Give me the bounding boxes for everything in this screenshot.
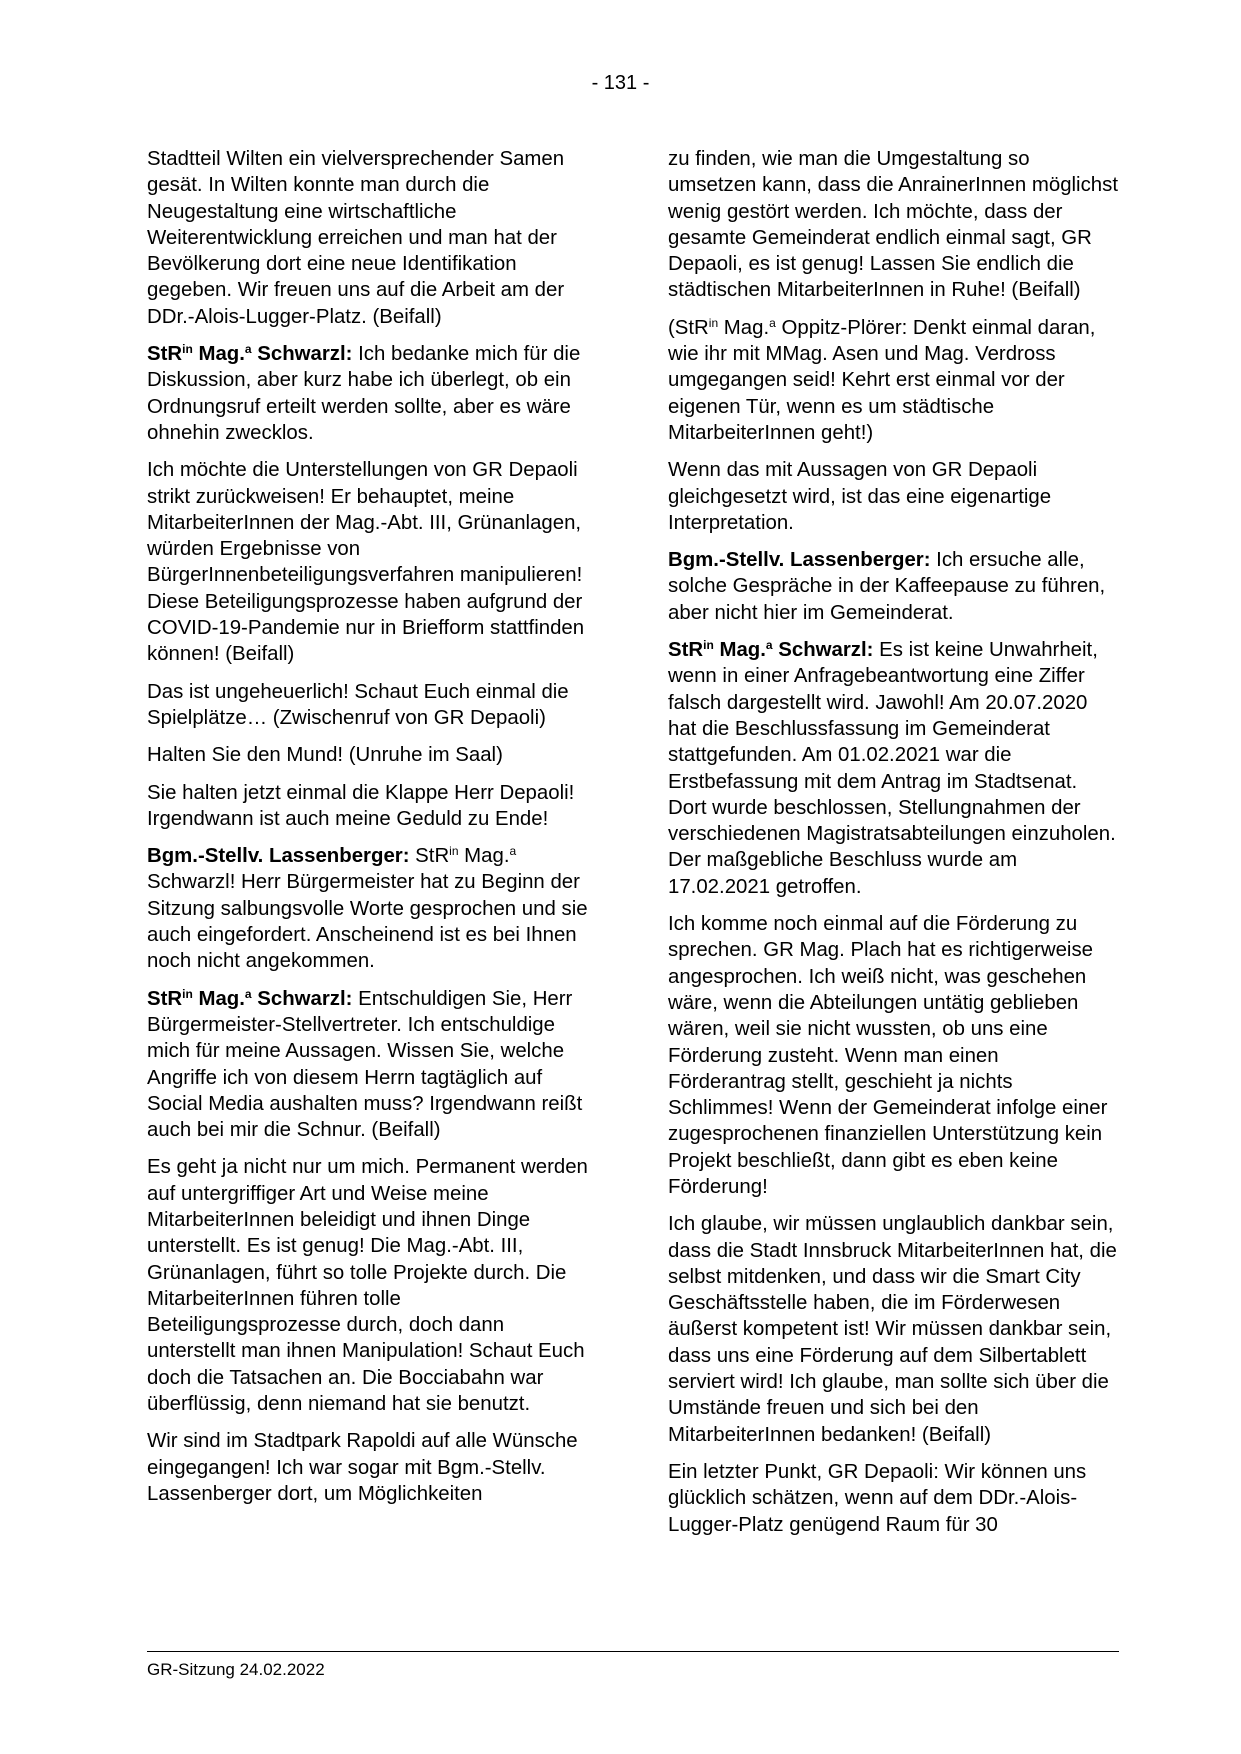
page-number: - 131 - — [591, 72, 650, 94]
speech-paragraph — [147, 986, 597, 1144]
footer-session-date: GR-Sitzung 24.02.2022 — [147, 1660, 325, 1679]
paragraph: Stadtteil Wilten ein vielversprechender Samen gesät. In Wilten konnte man durch die Neugestaltung eine wirtschaftliche Weiterentwicklung erreichen und man hat der Bevölkerung dort eine neue Identifikation gegeben. Wir freuen uns auf die Arbeit am der DDr.-Alois-Lugger-Platz. (Beifall) — [147, 148, 565, 328]
paragraph: Ich glaube, wir müssen unglaublich dankbar sein, dass die Stadt Innsbruck MitarbeiterInnen hat, die selbst mitdenken, und dass wir die Smart City Geschäftsstelle haben, die im Förderwesen äußerst kompetent ist! Wir müssen dankbar sein, dass uns eine Förderung auf dem Silbertablett serviert wird! Ich glaube, man sollte sich über die Umstände freuen und sich bei den MitarbeiterInnen bedanken! (Beifall) — [668, 1213, 1117, 1446]
paragraph: Halten Sie den Mund! (Unruhe im Saal) — [147, 744, 503, 767]
paragraph: Ein letzter Punkt, GR Depaoli: Wir können uns glücklich schätzen, wenn auf dem DDr.-Alois-Lugger-Platz genügend Raum für 30 — [668, 1460, 1087, 1536]
paragraph: Wenn das mit Aussagen von GR Depaoli gleichgesetzt wird, ist das eine eigenartige Interpretation. — [668, 459, 1052, 534]
speech-text: Es ist keine Unwahrheit, wenn in einer Anfragebeantwortung eine Ziffer falsch dargestellt wird. Jawohl! Am 20.07.2020 hat die Beschlussfassung im Gemeinderat stattgefunden. Am 01.02.2021 war die Erstbefassung mit dem Antrag im Stadtsenat. Dort wurde beschlossen, Stellungnahmen der verschiedenen Magistratsabteilungen einzuholen. Der maßgebliche Beschluss wurde am 17.02.2021 getroffen. — [668, 639, 1116, 898]
speech-text: Ich bedanke mich für die Diskussion, aber kurz habe ich überlegt, ob ein Ordnungsruf erteilt werden sollte, aber es wäre ohnehin zwecklos. — [147, 343, 581, 444]
speaker-label: StR$^{in}$ Mag.$^a$ Schwarzl: — [147, 986, 353, 1010]
speech-paragraph — [147, 341, 597, 446]
speech-paragraph — [668, 637, 1118, 900]
paragraph: Es geht ja nicht nur um mich. Permanent werden auf untergriffiger Art und Weise meine MitarbeiterInnen beleidigt und ihnen Dinge unterstellt. Es ist genug! Die Mag.-Abt. III, Grünanlagen, führt so tolle Projekte durch. Die MitarbeiterInnen führen tolle Beteiligungsprozesse durch, doch dann unterstellt man ihnen Manipulation! Schaut Euch doch die Tatsachen an. Die Bocciabahn war überflüssig, denn niemand hat sie benutzt. — [147, 1156, 588, 1416]
speaker-label: StR$^{in}$ Mag.$^a$ Schwarzl: — [668, 638, 874, 662]
paragraph: Ich komme noch einmal auf die Förderung zu sprechen. GR Mag. Plach hat es richtigerweise angesprochen. Ich weiß nicht, was geschehen wäre, wenn die Abteilungen untätig geblieben wären, weil sie nicht wussten, ob uns eine Förderung zusteht. Wenn man einen Förderantrag stellt, geschieht ja nichts Schlimmes! Wenn der Gemeinderat infolge einer zugesprochenen finanziellen Unterstützung kein Projekt beschließt, dann gibt es eben keine Förderung! — [668, 913, 1108, 1198]
speech-paragraph — [668, 547, 1118, 626]
paragraph: Das ist ungeheuerlich! Schaut Euch einmal die Spielplätze… (Zwischenruf von GR Depaoli) — [147, 680, 569, 729]
paragraph: Sie halten jetzt einmal die Klappe Herr Depaoli! Irgendwann ist auch meine Geduld zu Ende! — [147, 781, 575, 830]
paragraph: Ich möchte die Unterstellungen von GR Depaoli strikt zurückweisen! Er behauptet, meine MitarbeiterInnen der Mag.-Abt. III, Grünanlagen, würden Ergebnisse von BürgerInnenbeteiligungsverfahren manipulieren! Diese Beteiligungsprozesse haben aufgrund der COVID-19-Pandemie nur in Briefform stattfinden können! (Beifall) — [147, 459, 585, 666]
paragraph: Wir sind im Stadtpark Rapoldi auf alle Wünsche eingegangen! Ich war sogar mit Bgm.-Stellv. Lassenberger dort, um Möglichkeiten — [147, 1430, 578, 1505]
speaker-label: Bgm.-Stellv. Lassenberger: — [147, 845, 410, 868]
speaker-label: StR$^{in}$ Mag.$^a$ Schwarzl: — [147, 342, 353, 366]
speech-paragraph: Bgm.-Stellv. Lassenberger: StR$^{in}$ Mag.$^a$ Schwarzl! Herr Bürgermeister hat zu Beginn der Sitzung salbungsvolle Worte gesprochen und sie auch eingefordert. Anscheinend ist es bei Ihnen noch nicht angekommen. — [147, 844, 588, 973]
right-column — [668, 146, 1118, 1549]
left-column — [147, 146, 597, 1518]
speech-text: Entschuldigen Sie, Herr Bürgermeister-Stellvertreter. Ich entschuldige mich für meine Aussagen. Wissen Sie, welche Angriffe ich von diesem Herrn tagtäglich auf Social Media aushalten muss? Irgendwann reißt auch bei mir die Schnur. (Beifall) — [147, 987, 583, 1142]
paragraph: zu finden, wie man die Umgestaltung so umsetzen kann, dass die AnrainerInnen möglichst wenig gestört werden. Ich möchte, dass der gesamte Gemeinderat endlich einmal sagt, GR Depaoli, es ist genug! Lassen Sie endlich die städtischen MitarbeiterInnen in Ruhe! (Beifall) — [668, 148, 1118, 302]
speaker-label: Bgm.-Stellv. Lassenberger: — [668, 549, 931, 572]
speech-text: Ich ersuche alle, solche Gespräche in der Kaffeepause zu führen, aber nicht hier im Gemeinderat. — [668, 549, 1106, 624]
footer-divider — [147, 1651, 1119, 1652]
interjection-paragraph: (StR$^{in}$ Mag.$^a$ Oppitz-Plörer: Denkt einmal daran, wie ihr mit MMag. Asen und Mag. Verdross umgegangen seid! Kehrt erst einmal vor der eigenen Tür, wenn es um städtische MitarbeiterInnen geht!) — [668, 315, 1096, 444]
